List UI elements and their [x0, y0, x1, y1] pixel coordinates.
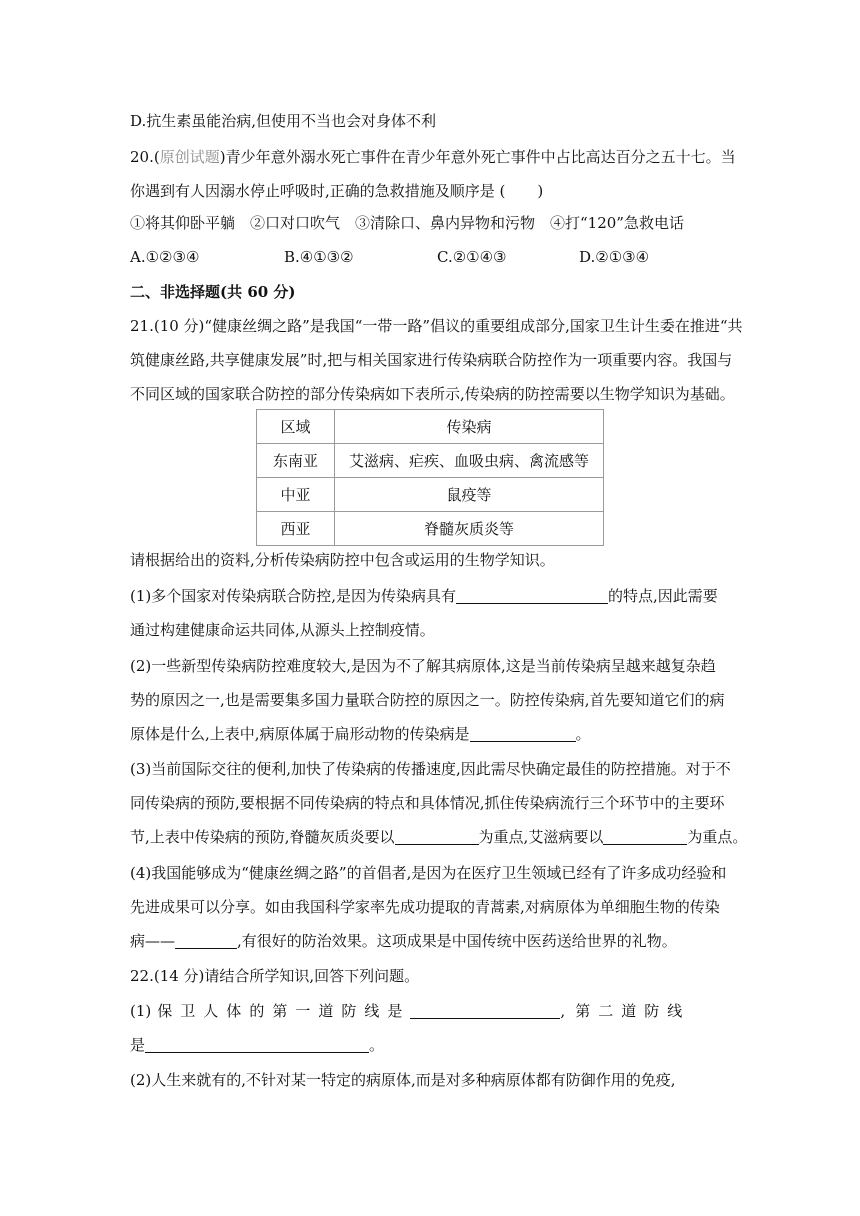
table-cell-region: 西亚: [257, 512, 335, 546]
answer-blank[interactable]: [410, 1002, 560, 1019]
q21-p1-text-b: 的特点,因此需要: [608, 587, 718, 605]
q21-part3-line-3: [130, 826, 747, 848]
q22-p1-char: 二: [598, 1002, 614, 1020]
q22-p1-char: 防: [644, 1002, 660, 1020]
disease-table: [256, 409, 604, 546]
answer-blank[interactable]: [175, 932, 237, 949]
q21-p4-text-d: ,有很好的防治效果。这项成果是中国传统中医药送给世界的礼物。: [237, 932, 677, 950]
table-cell-disease: 脊髓灰质炎等: [335, 512, 604, 546]
q22-p1-char: 体: [226, 1002, 242, 1020]
table-row: [257, 512, 604, 546]
q22-p1-char: 防: [341, 1002, 357, 1020]
q20-option-d: D.②①③④: [579, 248, 650, 266]
q22-p1-char: 第: [575, 1002, 591, 1020]
q22-p1-char: 保: [157, 1002, 173, 1020]
q20-tag: 原创试题: [159, 148, 220, 166]
table-header-region: 区域: [257, 410, 335, 444]
q22-p1-char: 是: [387, 1002, 403, 1020]
q21-p3-text-d: 为重点,艾滋病要以: [478, 828, 604, 846]
answer-blank[interactable]: [145, 1036, 369, 1053]
q22-p1-char: 人: [203, 1002, 219, 1020]
q22-p1-char: 一: [295, 1002, 311, 1020]
q21-part1-line-2: 通过构建健康命运共同体,从源头上控制疫情。: [130, 621, 435, 639]
q20-option-a: A.①②③④: [130, 248, 200, 266]
answer-blank[interactable]: [470, 725, 576, 742]
table-cell-disease: 艾滋病、疟疾、血吸虫病、禽流感等: [335, 444, 604, 478]
q20-option-b: B.④①③②: [284, 248, 354, 266]
q21-part4-line-2: 先进成果可以分享。如由我国科学家率先成功提取的青蒿素,对病原体为单细胞生物的传染: [130, 898, 720, 916]
q21-intro-2: 筑健康丝路,共享健康发展”时,把与相关国家进行传染病联合防控作为一项重要内容。我国与: [130, 351, 733, 369]
q21-part2-line-2: 势的原因之一,也是需要集多国力量联合防控的原因之一。防控传染病,首先要知道它们的病: [130, 691, 725, 709]
answer-blank[interactable]: [456, 587, 608, 604]
q19-option-d: D.抗生素虽能治病,但使用不当也会对身体不利: [130, 112, 437, 130]
q20-stem-2: 你遇到有人因溺水停止呼吸时,正确的急救措施及顺序是 (: [130, 182, 506, 200]
q20-steps: ①将其仰卧平躺 ②口对口吹气 ③清除口、鼻内异物和污物 ④打“120”急救电话: [130, 214, 684, 232]
table-header-disease: 传染病: [335, 410, 604, 444]
table-cell-region: 中亚: [257, 478, 335, 512]
q21-intro-3: 不同区域的国家联合防控的部分传染病如下表所示,传染病的防控需要以生物学知识为基础。: [130, 385, 735, 403]
table-row: [257, 444, 604, 478]
q21-part3-line-2: 同传染病的预防,要根据不同传染病的特点和具体情况,抓住传染病流行三个环节中的主要环: [130, 794, 725, 812]
q22-p1-char: 道: [318, 1002, 334, 1020]
q21-p3-text-c: 节,上表中传染病的预防,脊髓灰质炎要以: [130, 828, 395, 846]
section-2-title: 二、非选择题(共 60 分): [130, 283, 296, 301]
answer-blank[interactable]: [395, 828, 479, 845]
q22-p1-text-b: 是: [130, 1036, 146, 1054]
q22-p1-char: 道: [621, 1002, 637, 1020]
q22-p1-char: (1): [130, 1002, 152, 1020]
q21-p2-text-d: 。: [575, 725, 591, 743]
q22-p1-char: 第: [272, 1002, 288, 1020]
table-header-row: [257, 410, 604, 444]
answer-blank[interactable]: [603, 828, 687, 845]
q21-part2-line-1: (2)一些新型传染病防控难度较大,是因为不了解其病原体,这是当前传染病呈越来越复杂趋: [130, 657, 716, 675]
q20-number: 20.(: [130, 148, 160, 166]
q21-intro-1: 21.(10 分)“健康丝绸之路”是我国“一带一路”倡议的重要组成部分,国家卫生计生委在推进“共: [130, 317, 743, 335]
q22-p1-comma: ,: [560, 1002, 566, 1020]
q22-part1-line-2: [130, 1034, 384, 1056]
q21-p3-text-e: 为重点。: [687, 828, 748, 846]
q22-intro: 22.(14 分)请结合所学知识,回答下列问题。: [130, 967, 420, 985]
q20-stem-2-close: ): [537, 182, 544, 200]
q22-p1-char: 的: [249, 1002, 265, 1020]
q22-p1-char: 卫: [180, 1002, 196, 1020]
q21-p1-text-a: (1)多个国家对传染病联合防控,是因为传染病具有: [130, 587, 457, 605]
q22-p1-text-c: 。: [369, 1036, 385, 1054]
q20-stem-line-2: [130, 180, 543, 202]
q22-p1-char: 线: [364, 1002, 380, 1020]
q21-part1-line-1: [130, 585, 718, 607]
q22-part2-line-1: (2)人生来就有的,不针对某一特定的病原体,而是对多种病原体都有防御作用的免疫,: [130, 1071, 676, 1089]
q21-prompt: 请根据给出的资料,分析传染病防控中包含或运用的生物学知识。: [130, 551, 555, 569]
q21-part4-line-1: (4)我国能够成为“健康丝绸之路”的首倡者,是因为在医疗卫生领域已经有了许多成功经验和: [130, 864, 727, 882]
table-cell-disease: 鼠疫等: [335, 478, 604, 512]
q20-option-c: C.②①④③: [437, 248, 507, 266]
q21-p2-text-c: 原体是什么,上表中,病原体属于扁形动物的传染病是: [130, 725, 470, 743]
q21-part2-line-3: [130, 723, 591, 745]
q22-part1-line-1: [130, 1000, 682, 1022]
table-cell-region: 东南亚: [257, 444, 335, 478]
q22-p1-char: 线: [667, 1002, 683, 1020]
q21-part3-line-1: (3)当前国际交往的便利,加快了传染病的传播速度,因此需尽快确定最佳的防控措施。对于不: [130, 760, 731, 778]
q20-stem-line-1: [130, 146, 736, 168]
q20-stem-1: )青少年意外溺水死亡事件在青少年意外死亡事件中占比高达百分之五十七。当: [219, 148, 736, 166]
q21-part4-line-3: [130, 930, 677, 952]
q21-p4-text-c: 病——: [130, 932, 176, 950]
table-row: [257, 478, 604, 512]
